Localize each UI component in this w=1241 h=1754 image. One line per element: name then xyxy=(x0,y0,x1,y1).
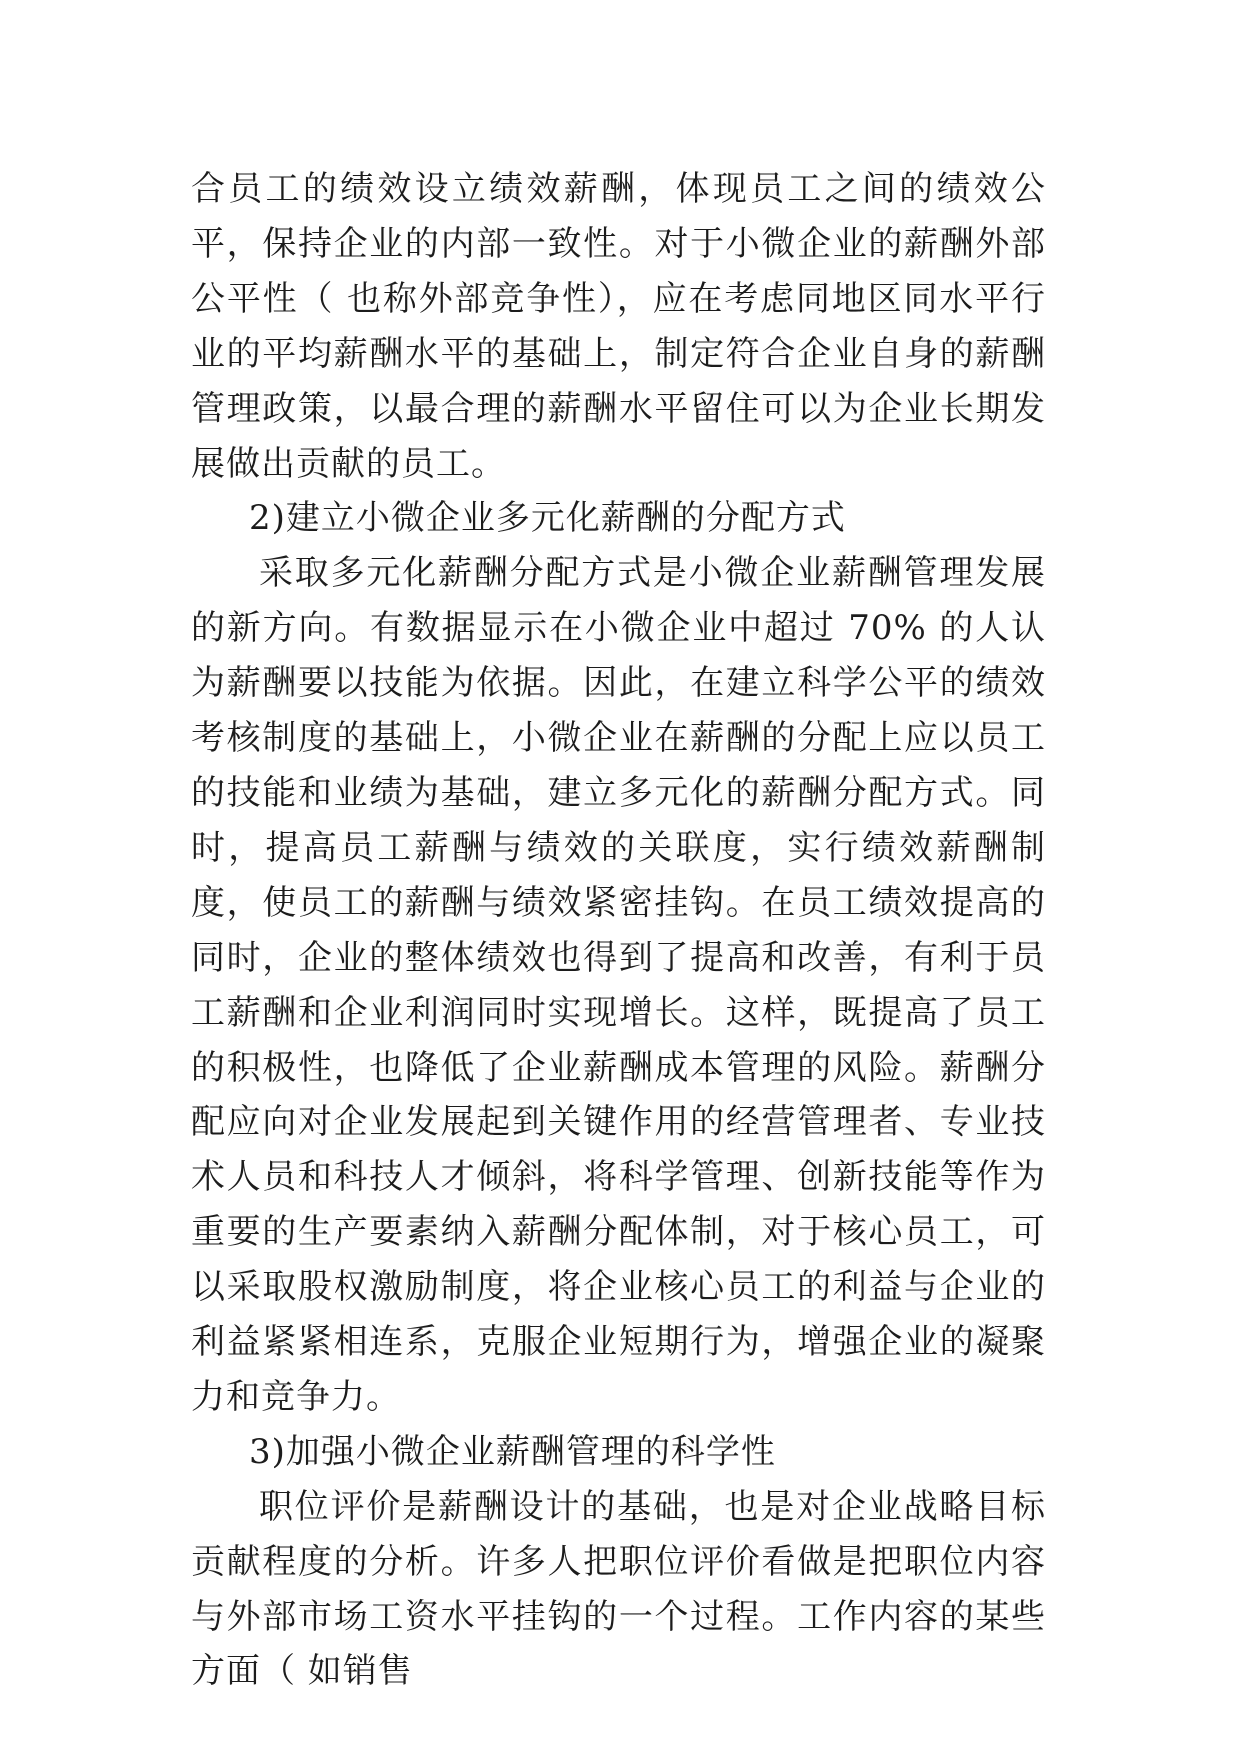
paragraph-job-evaluation: 职位评价是薪酬设计的基础，也是对企业战略目标贡献程度的分析。许多人把职位评价看做是把职位内容与外部市场工资水平挂钩的一个过程。工作内容的某些方面（ 如销售 xyxy=(191,1486,1046,1692)
paragraph-diversified-pay: 采取多元化薪酬分配方式是小微企业薪酬管理发展的新方向。有数据显示在小微企业中超过 70% 的人认为薪酬要以技能为依据。因此，在建立科学公平的绩效考核制度的基础上，小微企业在薪酬的分配上应以员工的技能和业绩为基础，建立多元化的薪酬分配方式。同时，提高员工薪酬与绩效的关联度，实行绩效薪酬制度，使员工的薪酬与绩效紧密挂钩。在员工绩效提高的同时，企业的整体绩效也得到了提高和改善，有利于员工薪酬和企业利润同时实现增长。这样，既提高了员工的积极性，也降低了企业薪酬成本管理的风险。薪酬分配应向对企业发展起到关键作用的经营管理者、专业技术人员和科技人才倾斜，将科学管理、创新技能等作为重要的生产要素纳入薪酬分配体制，对于核心员工，可以采取股权激励制度，将企业核心员工的利益与企业的利益紧紧相连系，克服企业短期行为，增强企业的凝聚力和竞争力。 xyxy=(191,553,1046,1417)
document-body xyxy=(191,162,1046,1699)
section-heading-3: 3)加强小微企业薪酬管理的科学性 xyxy=(249,1431,776,1472)
section-heading-2: 2)建立小微企业多元化薪酬的分配方式 xyxy=(249,498,846,539)
paragraph-continued: 合员工的绩效设立绩效薪酬，体现员工之间的绩效公平，保持企业的内部一致性。对于小微企业的薪酬外部公平性（ 也称外部竞争性），应在考虑同地区同水平行业的平均薪酬水平的基础上，制定符合企业自身的薪酬管理政策，以最合理的薪酬水平留住可以为企业长期发展做出贡献的员工。 xyxy=(191,169,1046,484)
